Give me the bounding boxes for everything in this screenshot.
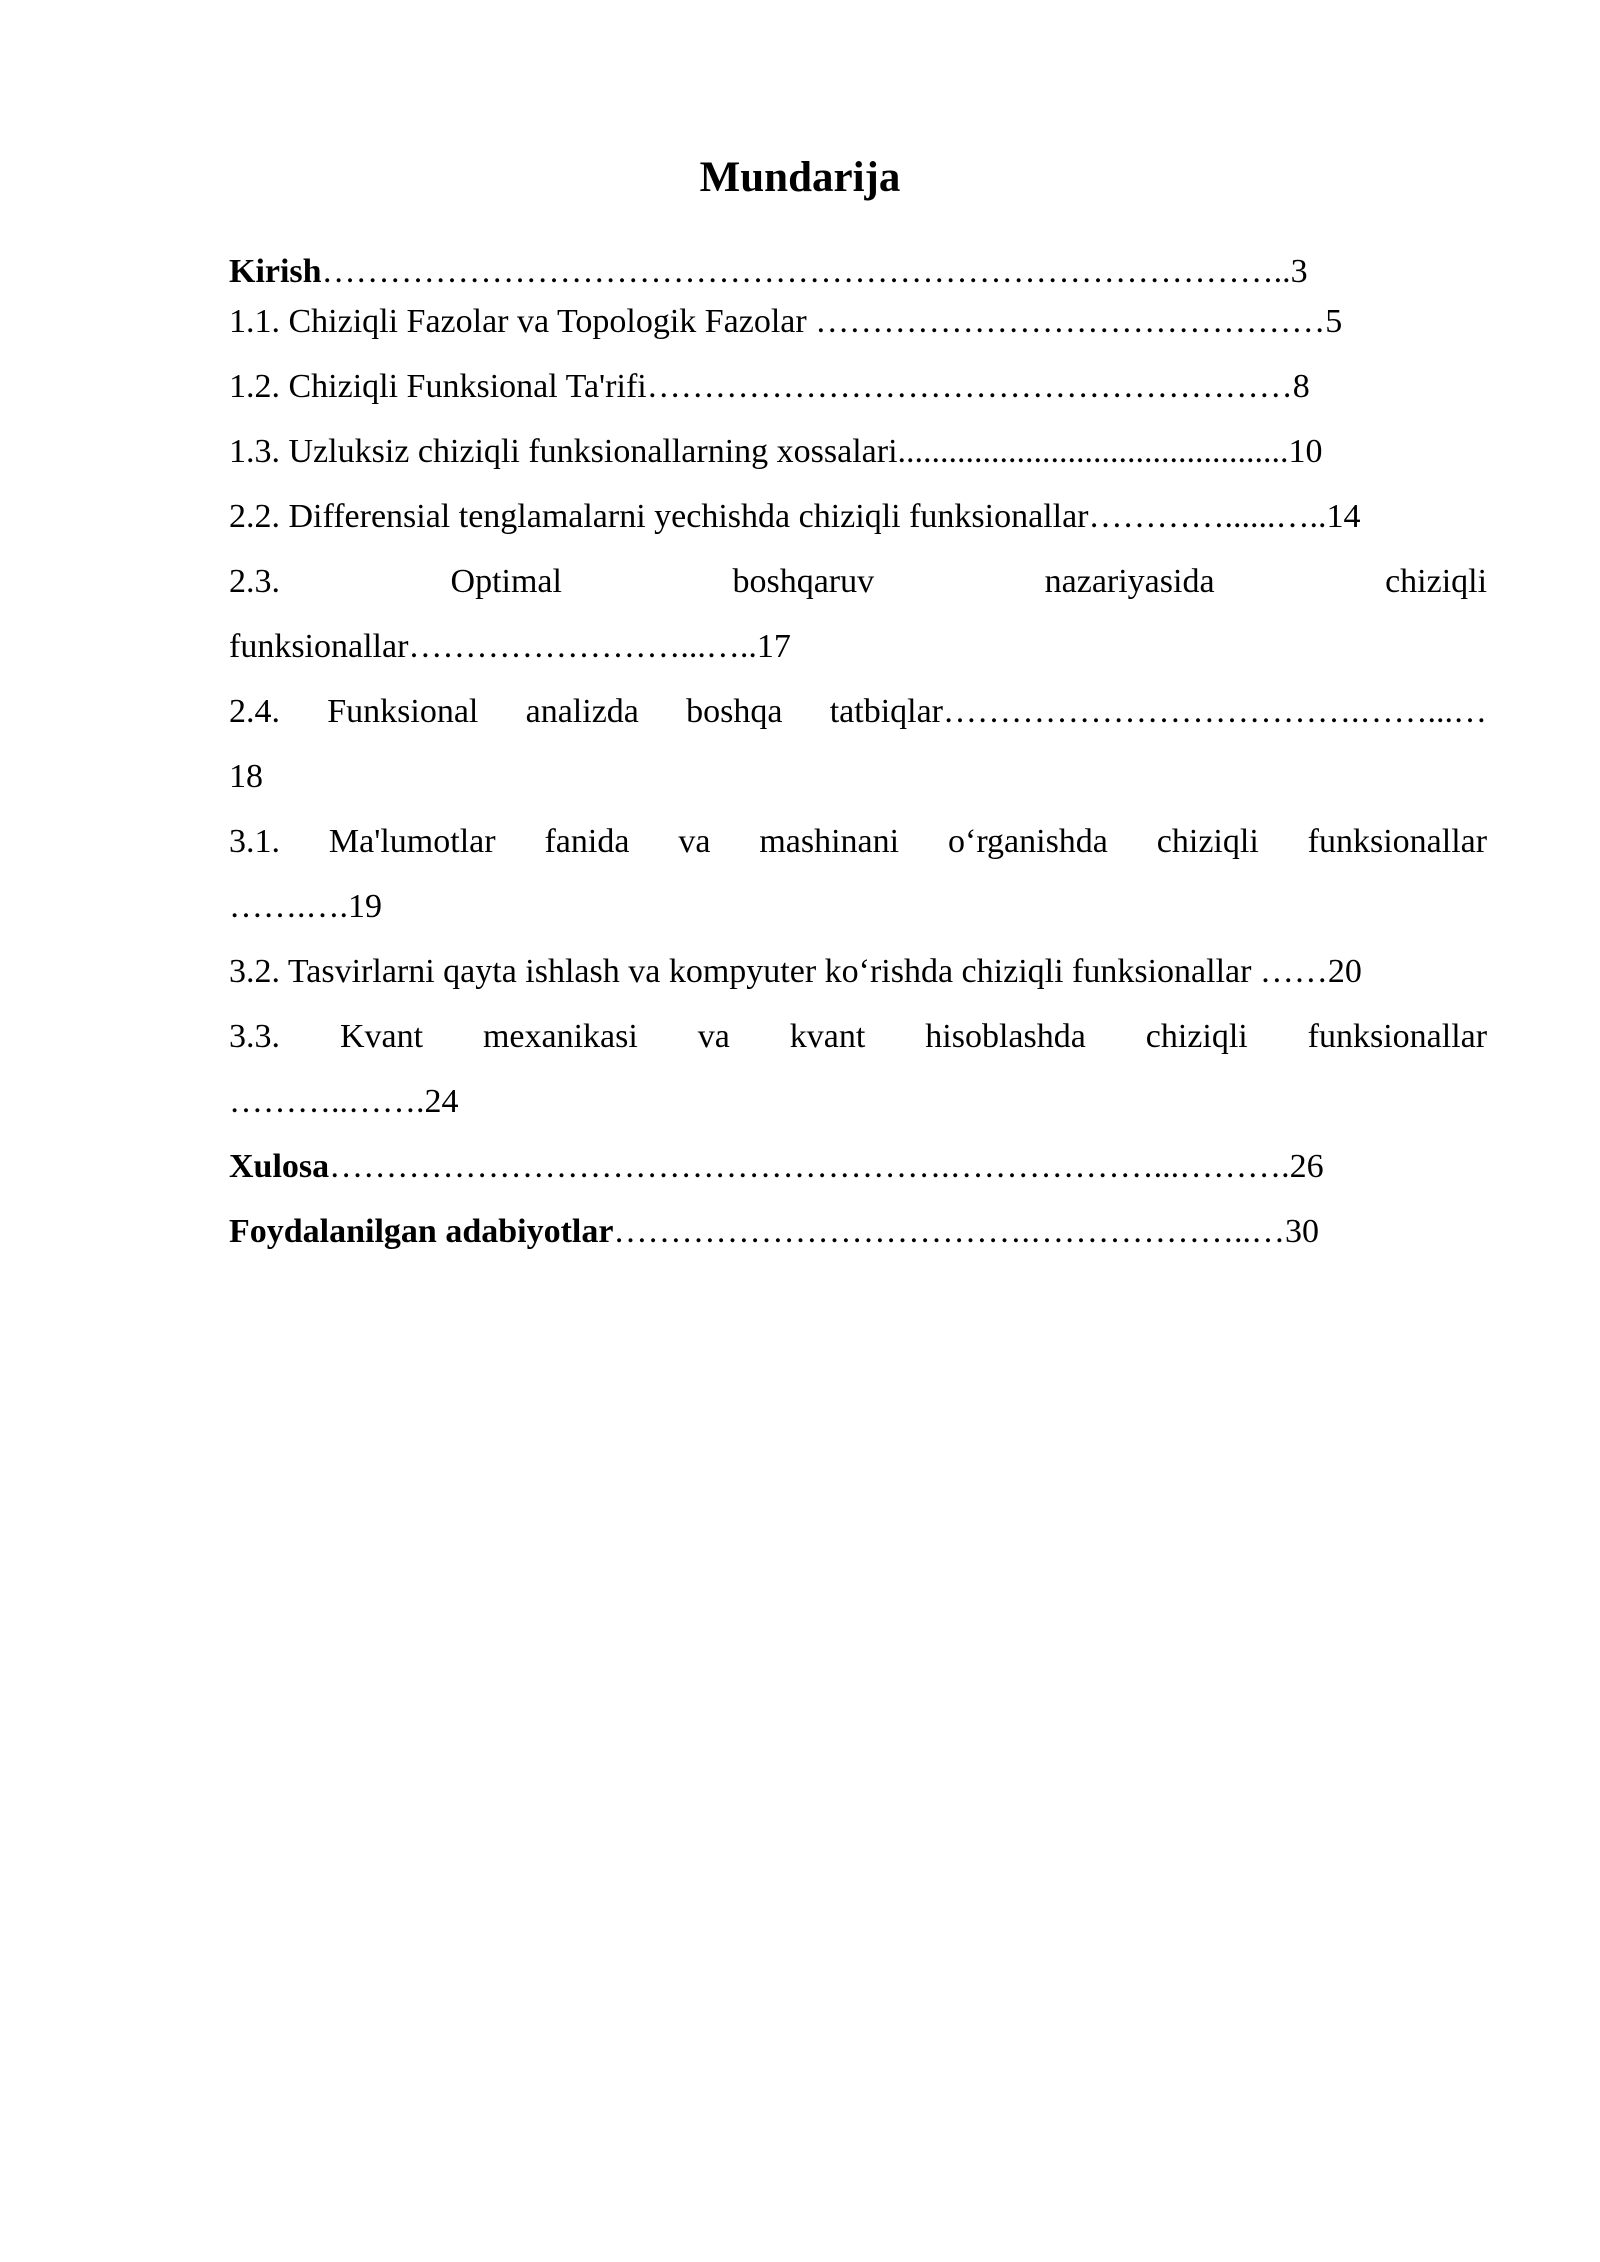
toc-entry-2-3 <box>229 558 1487 606</box>
toc-word: boshqa <box>686 693 783 730</box>
toc-word: funksionallar <box>1307 823 1488 860</box>
toc-word: kvant <box>789 1018 866 1055</box>
toc-word: mashinani <box>759 823 900 860</box>
toc-entry-kirish <box>229 248 1487 296</box>
toc-word: mexanikasi <box>482 1018 638 1055</box>
toc-word: va <box>697 1018 730 1055</box>
toc-entry-3-2: 3.2. Tasvirlarni qayta ishlash va kompyuter ko‘rishda chiziqli funksionallar ……20 <box>229 953 1362 990</box>
toc-entry-label: Xulosa <box>229 1148 330 1185</box>
toc-word: Kvant <box>339 1018 424 1055</box>
toc-word: analizda <box>525 693 639 730</box>
toc-entry-1-3: 1.3. Uzluksiz chiziqli funksionallarning xossalari..............................................10 <box>229 433 1323 470</box>
toc-word: 3.3. <box>229 1018 280 1055</box>
toc-word: 2.4. <box>229 693 280 730</box>
toc-entry-2-4-continuation: 18 <box>229 758 263 795</box>
toc-entry-1-1: 1.1. Chiziqli Fazolar va Topologik Fazolar ………………………………………5 <box>229 303 1343 340</box>
toc-word: boshqaruv <box>732 563 875 600</box>
toc-word: tatbiqlar……………………………….……...… <box>829 693 1488 730</box>
toc-entry-2-4 <box>229 688 1487 736</box>
toc-entry-3-3-continuation: ………..…….24 <box>229 1083 459 1120</box>
toc-entry-adabiyotlar <box>229 1208 1487 1256</box>
toc-word: hisoblashda <box>925 1018 1086 1055</box>
toc-entry-3-3 <box>229 1013 1487 1061</box>
toc-entry-leader: ……………………………….………………..…30 <box>613 1213 1319 1250</box>
toc-word: o‘rganishda <box>948 823 1108 860</box>
toc-entry-3-1 <box>229 818 1487 866</box>
toc-word: chiziqli <box>1385 563 1488 600</box>
toc-word: fanida <box>544 823 630 860</box>
toc-word: 2.3. <box>229 563 280 600</box>
toc-word: nazariyasida <box>1044 563 1215 600</box>
toc-entry-label: Kirish <box>229 253 322 290</box>
toc-word: funksionallar <box>1307 1018 1488 1055</box>
toc-entry-label: Foydalanilgan adabiyotlar <box>229 1213 614 1250</box>
toc-entry-2-2: 2.2. Differensial tenglamalarni yechishda chiziqli funksionallar…………......…..14 <box>229 498 1361 535</box>
toc-entry-leader: …………………………………………………………………………..3 <box>321 253 1308 290</box>
toc-entry-1-2: 1.2. Chiziqli Funksional Ta'rifi…………………………………………………8 <box>229 368 1310 405</box>
toc-entry-xulosa <box>229 1143 1487 1191</box>
toc-word: va <box>678 823 711 860</box>
toc-word: Funksional <box>327 693 479 730</box>
toc-entry-3-1-continuation: …….….19 <box>229 888 382 925</box>
page-title: Mundarija <box>699 154 901 201</box>
toc-entry-2-3-continuation: funksionallar……………………...…..17 <box>229 628 791 665</box>
toc-word: Ma'lumotlar <box>328 823 496 860</box>
toc-entry-leader: ……………………………………………….………………...……….26 <box>329 1148 1324 1185</box>
toc-word: 3.1. <box>229 823 280 860</box>
toc-word: Optimal <box>450 563 562 600</box>
toc-word: chiziqli <box>1156 823 1259 860</box>
toc-word: chiziqli <box>1145 1018 1248 1055</box>
